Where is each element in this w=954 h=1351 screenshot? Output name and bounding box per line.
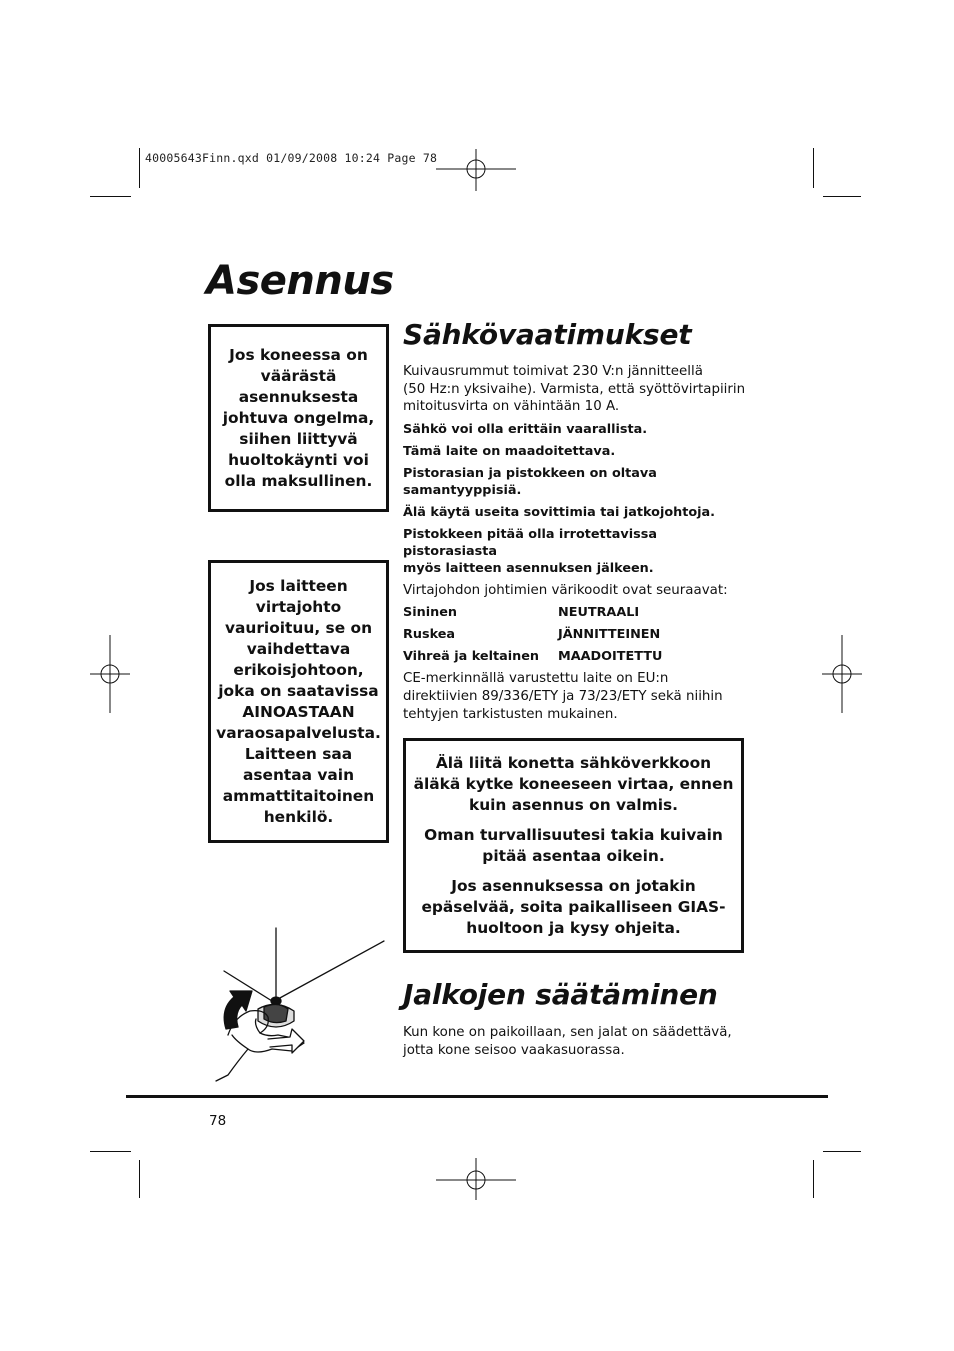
footer-rule xyxy=(126,1095,828,1098)
text-line: (50 Hz:n yksivaihe). Varmista, että syöttövirtapiirin xyxy=(403,381,746,397)
text-line: mitoitusvirta on vähintään 10 A. xyxy=(403,399,620,415)
text-line: kuin asennus on valmis. xyxy=(468,795,679,814)
notice-line: johtuva ongelma, xyxy=(222,408,375,427)
notice-line: väärästä xyxy=(260,366,337,385)
notice-line: ammattitaitoinen xyxy=(222,786,375,805)
text-line: Jos asennuksessa on jotakin xyxy=(451,876,696,895)
text-line: epäselvää, soita paikalliseen GIAS- xyxy=(421,897,726,916)
section-title-feet: Jalkojen säätäminen xyxy=(403,978,718,1011)
notice-line: olla maksullinen. xyxy=(224,471,373,490)
ce-statement xyxy=(403,670,753,723)
notice-line: siihen liittyvä xyxy=(239,429,358,448)
wire-meaning: NEUTRAALI xyxy=(558,605,640,621)
text-line: Kuivausrummut toimivat 230 V:n jännitteellä xyxy=(403,364,703,379)
electrical-body xyxy=(403,363,753,728)
text-line: pitää asentaa oikein. xyxy=(482,846,665,865)
page-number: 78 xyxy=(209,1113,227,1129)
page-title: Asennus xyxy=(206,258,394,304)
warning-paragraph xyxy=(421,876,725,939)
text-line: jotta kone seisoo vaakasuorassa. xyxy=(403,1042,625,1058)
wire-color: Sininen xyxy=(403,605,457,621)
text-line: CE-merkinnällä varustettu laite on EU:n xyxy=(403,671,669,687)
registration-mark-bottom-icon xyxy=(436,1158,516,1200)
text-line: Älä liitä konetta sähköverkkoon xyxy=(435,753,712,772)
wire-meaning: MAADOITETTU xyxy=(558,649,663,665)
wire-meaning: JÄNNITTEINEN xyxy=(558,627,661,643)
text-line: myös laitteen asennuksen jälkeen. xyxy=(403,560,654,576)
notice-line: Jos koneessa on xyxy=(229,345,368,364)
notice-line: erikoisjohtoon, xyxy=(233,660,364,679)
registration-mark-top-icon xyxy=(436,149,516,191)
text-line: tehtyjen tarkistusten mukainen. xyxy=(403,706,618,722)
feet-text xyxy=(403,1024,753,1059)
warning-line xyxy=(403,526,753,577)
notice-line: joka on saatavissa xyxy=(218,681,379,700)
registration-mark-right-icon xyxy=(822,635,862,713)
text-line: Kun kone on paikoillaan, sen jalat on säädettävä, xyxy=(403,1025,732,1040)
text-line: Pistokkeen pitää olla irrotettavissa pistorasiasta xyxy=(403,526,658,559)
notice-line: asennuksesta xyxy=(238,387,359,406)
color-code-row xyxy=(403,648,753,665)
warning-line xyxy=(403,465,753,499)
notice-line: huoltokäynti voi xyxy=(228,450,369,469)
text-line: huoltoon ja kysy ohjeita. xyxy=(466,918,681,937)
warning-paragraph xyxy=(424,825,723,867)
notice-line: asentaa vain xyxy=(242,765,355,784)
print-slug: 40005643Finn.qxd 01/09/2008 10:24 Page 78 xyxy=(145,151,438,165)
hand-adjusting-foot-icon xyxy=(208,925,388,1085)
notice-line: Laitteen saa xyxy=(244,744,353,763)
notice-line: AINOASTAAN xyxy=(242,702,355,721)
feet-section-heading xyxy=(403,978,718,1011)
notice-line: varaosapalvelusta. xyxy=(216,723,381,742)
section-title-electrical: Sähkövaatimukset xyxy=(403,318,692,351)
warning-paragraph xyxy=(414,753,734,816)
color-code-row xyxy=(403,626,753,643)
registration-mark-left-icon xyxy=(90,635,130,713)
notice-line: Jos laitteen xyxy=(249,576,348,595)
electrical-intro xyxy=(403,363,753,416)
warning-line: Älä käytä useita sovittimia tai jatkojohtoja. xyxy=(403,504,716,520)
electrical-section-heading xyxy=(403,318,691,351)
warning-line: Sähkö voi olla erittäin vaarallista. xyxy=(403,421,648,437)
text-line: direktiivien 89/336/ETY ja 73/23/ETY sekä niihin xyxy=(403,688,723,704)
sidebar-notice-cost xyxy=(208,324,389,512)
wire-color: Vihreä ja keltainen xyxy=(403,649,540,665)
warning-line: Tämä laite on maadoitettava. xyxy=(403,443,616,459)
text-line: Oman turvallisuutesi takia kuivain xyxy=(424,825,723,844)
notice-line: henkilö. xyxy=(263,807,334,826)
sidebar-notice-cord xyxy=(208,560,389,843)
text-line: Pistorasian ja pistokkeen on oltava xyxy=(403,465,657,481)
text-line: äläkä kytke koneeseen virtaa, ennen xyxy=(413,774,734,793)
color-code-row xyxy=(403,604,753,621)
wire-color: Ruskea xyxy=(403,627,456,643)
text-line: samantyyppisiä. xyxy=(403,482,522,498)
color-codes-intro: Virtajohdon johtimien värikoodit ovat seuraavat: xyxy=(403,582,728,598)
notice-line: vaurioituu, se on xyxy=(224,618,373,637)
notice-line: virtajohto xyxy=(255,597,342,616)
installation-warning-box xyxy=(403,738,744,953)
feet-body xyxy=(403,1024,753,1064)
notice-line: vaihdettava xyxy=(246,639,351,658)
